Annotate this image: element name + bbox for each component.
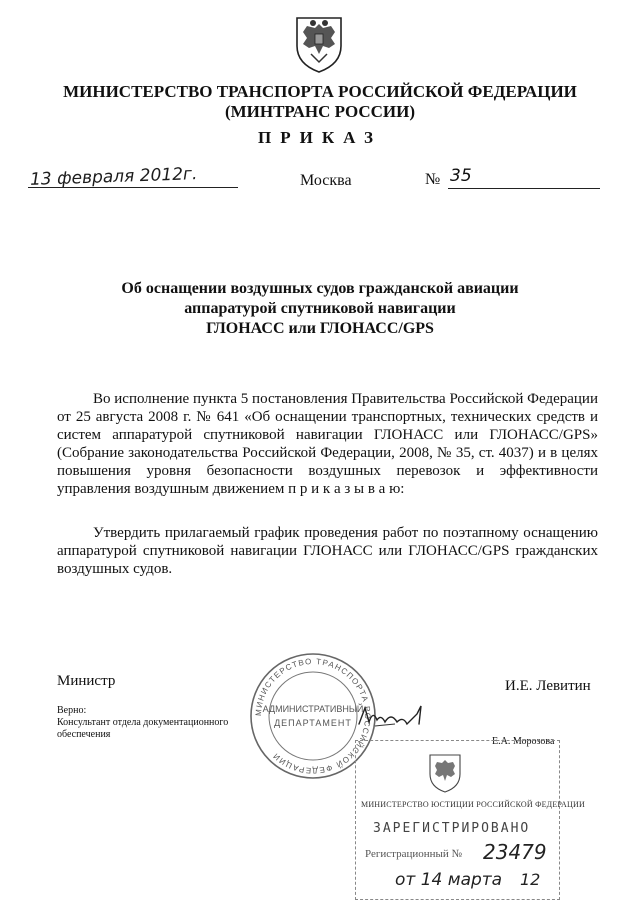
stamp-reg-number: 23479 [483,840,547,864]
document-type: ПРИКАЗ [258,128,382,147]
round-stamp-center-text: АДМИНИСТРАТИВНЫЙ [262,704,364,714]
document-date: 13 февраля 2012г. [29,164,198,190]
subject-line: ГЛОНАСС или ГЛОНАСС/GPS [206,320,434,337]
handwritten-signature [355,700,435,732]
signatory-name: И.Е. Левитин [505,678,591,694]
stamp-reg-year: 12 [520,870,541,889]
stamp-emblem-icon [427,750,463,794]
body-paragraph-preamble [57,390,598,498]
paragraph-text: Во исполнение пункта 5 постановления Правительства Российской Федерации от 25 августа 2008 г. № 641 «Об оснащении транспортных, технических средств и систем аппаратурой спутниковой навигации ГЛОНАСС или ГЛОНАСС/GPS» (Собрание законодательства Российской Федерации, 2008, № 35, ст. 4037) и в целях повышения уровня безопасности воздушных перевозок и эффективности управления воздушным движением п р и к а з ы в а ю: [57,391,598,497]
paragraph-text: Утвердить прилагаемый график проведения работ по поэтапному оснащению аппаратурой спутниковой навигации ГЛОНАСС или ГЛОНАСС/GPS гражданских воздушных судов. [57,525,598,577]
ministry-header [0,82,640,122]
stamp-status: ЗАРЕГИСТРИРОВАНО [373,821,531,836]
verification-name: Е.А. Морозова [492,736,555,747]
document-number: 35 [450,166,472,186]
verification-label: Верно: [57,705,87,716]
signatory-position: Министр [57,673,116,689]
registration-stamp [355,740,585,900]
verification-position: Консультант отдела документационного обеспечения [57,717,229,740]
document-city: Москва [300,172,352,189]
stamp-ministry: МИНИСТЕРСТВО ЮСТИЦИИ РОССИЙСКОЙ ФЕДЕРАЦИИ [361,800,585,809]
subject-line: Об оснащении воздушных судов гражданской авиации [121,280,519,297]
stamp-reg-date: от 14 марта [395,870,503,890]
document-subject [0,279,640,339]
round-stamp-ring-text: МИНИСТЕРСТВО ТРАНСПОРТА РОССИЙСКОЙ ФЕДЕРАЦИИ [253,656,373,776]
subject-line: аппаратурой спутниковой навигации [184,300,456,317]
coat-of-arms-emblem [293,10,345,74]
number-label: № [425,171,441,188]
ministry-abbrev: (МИНТРАНС РОССИИ) [224,102,416,121]
date-underline [28,187,238,188]
stamp-reg-label: Регистрационный № [365,848,463,860]
number-underline [448,188,600,189]
body-paragraph-order [57,524,598,578]
ministry-name: МИНИСТЕРСТВО ТРАНСПОРТА РОССИЙСКОЙ ФЕДЕРАЦИИ [63,82,577,101]
round-stamp-center-text: ДЕПАРТАМЕНТ [274,718,352,728]
